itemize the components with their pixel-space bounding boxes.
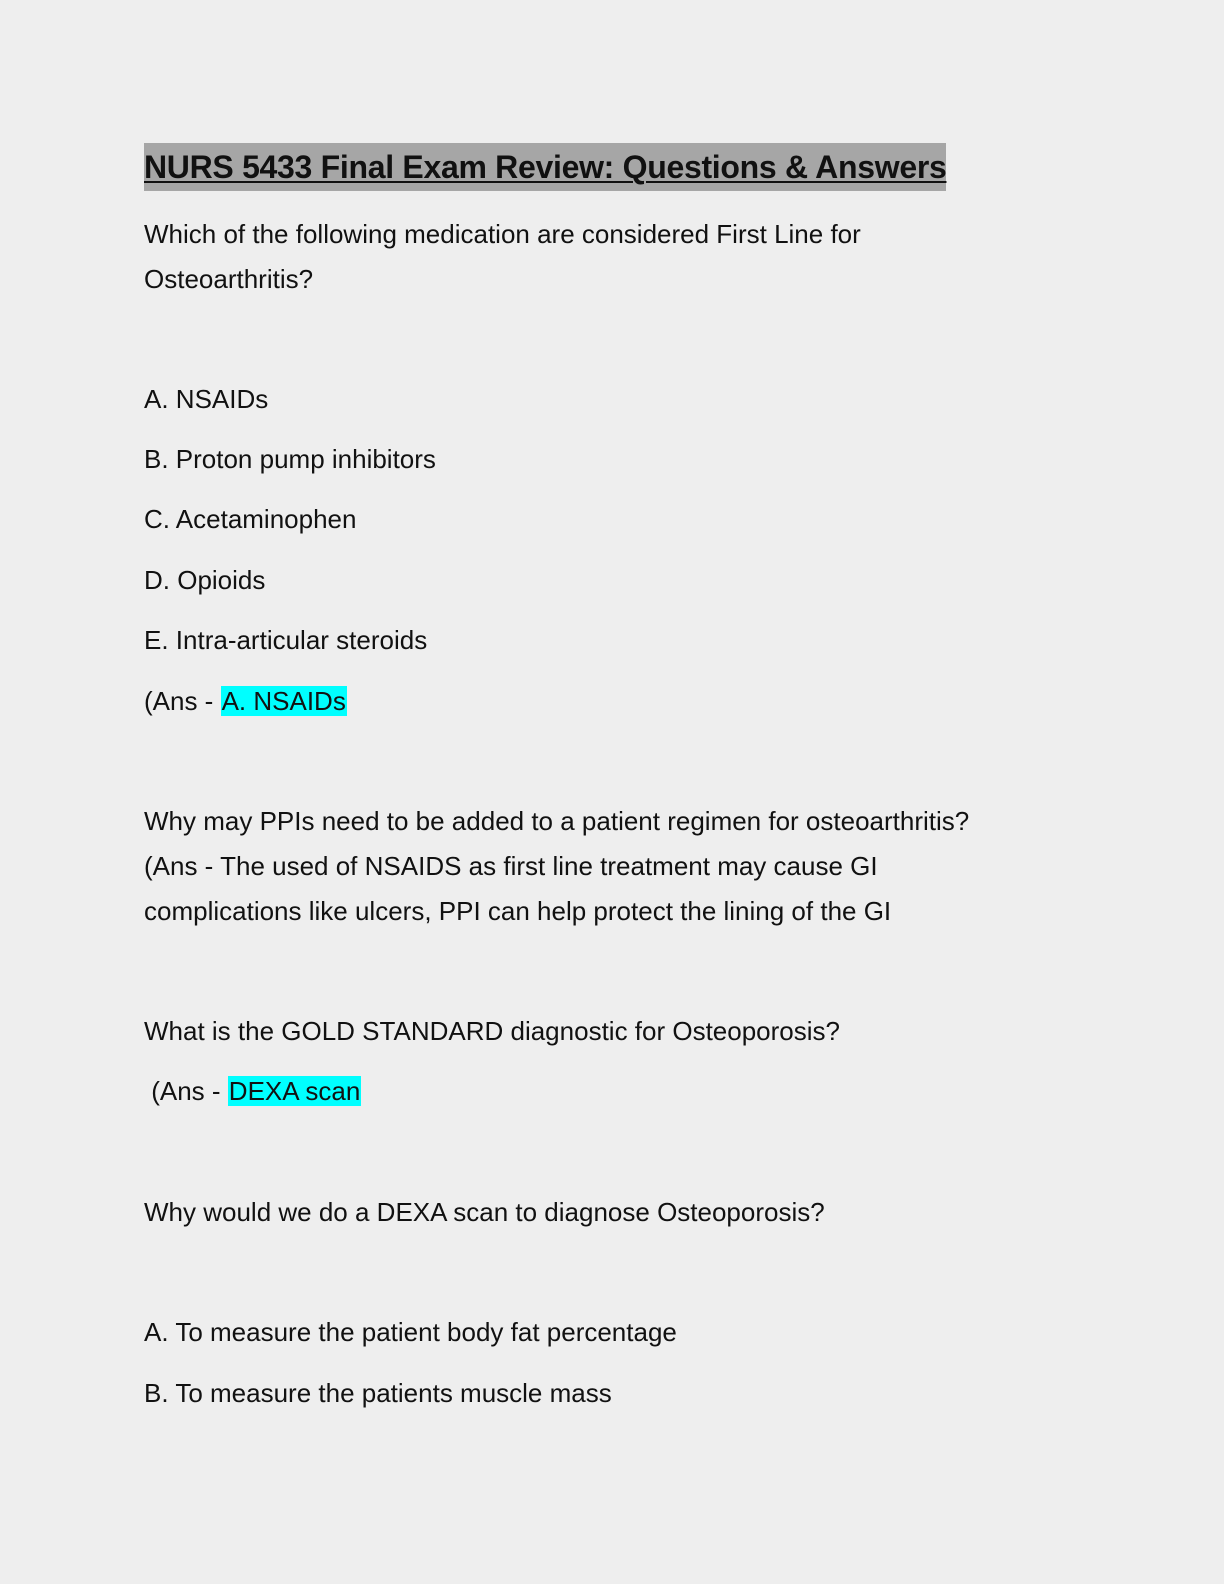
q4-option-a: A. To measure the patient body fat percentage (144, 1317, 677, 1347)
q1-answer-prefix: (Ans - (144, 686, 221, 716)
q2-answer-line1: (Ans - The used of NSAIDS as first line treatment may cause GI (144, 851, 878, 881)
q1-option-d: D. Opioids (144, 565, 266, 595)
q1-answer-line (144, 683, 347, 719)
q1-option-b: B. Proton pump inhibitors (144, 444, 436, 474)
q3-answer-line (144, 1073, 361, 1109)
q2-prompt: Why may PPIs need to be added to a patient regimen for osteoarthritis? (144, 806, 970, 836)
q1-prompt-line1: Which of the following medication are considered First Line for (144, 219, 861, 249)
q3-answer-highlight: DEXA scan (228, 1076, 361, 1106)
q3-prompt: What is the GOLD STANDARD diagnostic for Osteoporosis? (144, 1016, 840, 1046)
q3-answer-prefix: (Ans - (144, 1076, 228, 1106)
q4-prompt: Why would we do a DEXA scan to diagnose Osteoporosis? (144, 1197, 825, 1227)
q1-answer-highlight: A. NSAIDs (221, 686, 346, 716)
q1-option-a: A. NSAIDs (144, 384, 269, 414)
document-title: NURS 5433 Final Exam Review: Questions & Answers (144, 143, 946, 191)
q4-option-b: B. To measure the patients muscle mass (144, 1378, 612, 1408)
q2-answer-line2: complications like ulcers, PPI can help protect the lining of the GI (144, 896, 892, 926)
q1-option-e: E. Intra-articular steroids (144, 625, 428, 655)
q1-option-c: C. Acetaminophen (144, 504, 357, 534)
q1-prompt-line2: Osteoarthritis? (144, 264, 314, 294)
